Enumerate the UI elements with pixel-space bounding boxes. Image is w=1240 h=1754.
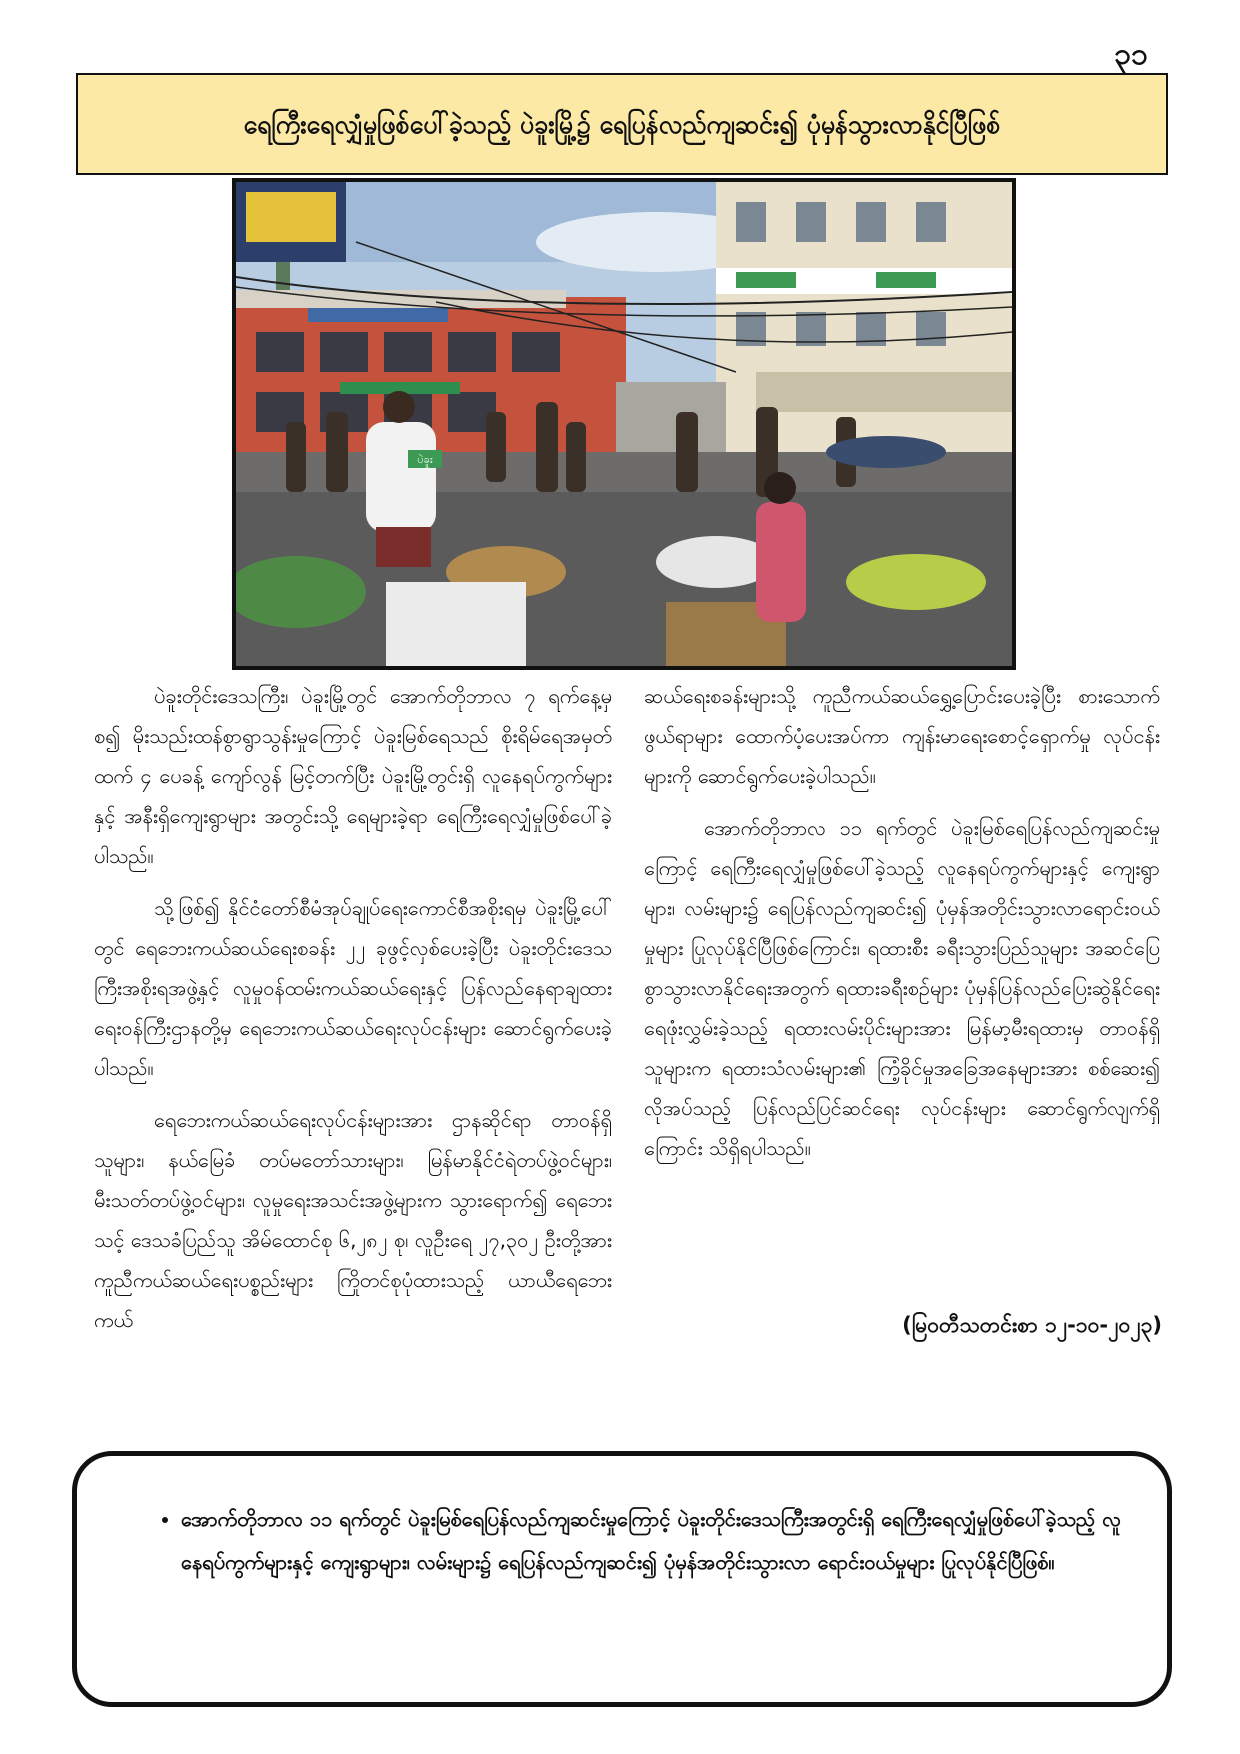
summary-list (77, 1456, 1167, 1584)
page-number: ၃၁ (1114, 37, 1148, 72)
right-column (644, 676, 1160, 1180)
summary-bullet: • အောက်တိုဘာလ ၁၁ ရက်တွင် ပဲခူးမြစ်ရေပြန်လည်ကျဆင်းမှုကြောင့် ပဲခူးတိုင်းဒေသကြီးအတွင်းရှိ ရေကြီးရေလျှံမှုဖြစ်ပေါ်ခဲ့သည့် လူနေရပ်ကွက်များနှင့် ကျေးရွာများ၊ လမ်းများ၌ ရေပြန်လည်ကျဆင်း၍ ပုံမှန်အတိုင်းသွားလာ ရောင်းဝယ်မှုများ ပြုလုပ်နိုင်ပြီဖြစ်။ (181, 1498, 1121, 1584)
source-citation: (မြဝတီသတင်းစာ ၁၂-၁၀-၂၀၂၃) (902, 1313, 1162, 1337)
paragraph: ပဲခူးတိုင်းဒေသကြီး၊ ပဲခူးမြို့တွင် အောက်တိုဘာလ ၇ ရက်နေ့မှစ၍ မိုးသည်းထန်စွာရွာသွန်းမှုကြောင့် ပဲခူးမြစ်ရေသည် စိုးရိမ်ရေအမှတ်ထက် ၄ ပေခန့် ကျော်လွန် မြင့်တက်ပြီး ပဲခူးမြို့တွင်းရှိ လူနေရပ်ကွက်များနှင့် အနီးရှိကျေးရွာများ အတွင်းသို့ ရေများခဲ့ရာ ရေကြီးရေလျှံမှုဖြစ်ပေါ်ခဲ့ပါသည်။ (94, 684, 612, 868)
title-banner (76, 73, 1168, 175)
street-market-photo (232, 178, 1016, 670)
photo-shirt-text: ပဲခူး (417, 453, 433, 466)
article-title: ရေကြီးရေလျှံမှုဖြစ်ပေါ်ခဲ့သည့် ပဲခူးမြို့၌ ရေပြန်လည်ကျဆင်း၍ ပုံမှန်သွားလာနိုင်ပြီဖြစ် (243, 109, 1001, 139)
left-column (94, 676, 612, 1352)
paragraph: သို့ဖြစ်၍ နိုင်ငံတော်စီမံအုပ်ချုပ်ရေးကောင်စီအစိုးရမှ ပဲခူးမြို့ပေါ်တွင် ရေဘေးကယ်ဆယ်ရေးစခန်း ၂၂ ခုဖွင့်လှစ်ပေးခဲ့ပြီး ပဲခူးတိုင်းဒေသကြီးအစိုးရအဖွဲ့နှင့် လူမှုဝန်ထမ်းကယ်ဆယ်ရေးနှင့် ပြန်လည်နေရာချထားရေးဝန်ကြီးဌာနတို့မှ ရေဘေးကယ်ဆယ်ရေးလုပ်ငန်းများ ဆောင်ရွက်ပေးခဲ့ပါသည်။ (94, 896, 612, 1080)
paragraph: ဆယ်ရေးစခန်းများသို့ ကူညီကယ်ဆယ်ရွှေ့ပြောင်းပေးခဲ့ပြီး စားသောက်ဖွယ်ရာများ ထောက်ပံ့ပေးအပ်ကာ ကျန်းမာရေးစောင့်ရှောက်မှု လုပ်ငန်းများကို ဆောင်ရွက်ပေးခဲ့ပါသည်။ (644, 684, 1160, 788)
photo-illustration (236, 182, 1012, 666)
paragraph: အောက်တိုဘာလ ၁၁ ရက်တွင် ပဲခူးမြစ်ရေပြန်လည်ကျဆင်းမှုကြောင့် ရေကြီးရေလျှံမှုဖြစ်ပေါ်ခဲ့သည့် လူနေရပ်ကွက်များနှင့် ကျေးရွာများ၊ လမ်းများ၌ ရေပြန်လည်ကျဆင်း၍ ပုံမှန်အတိုင်းသွားလာရောင်းဝယ်မှုများ ပြုလုပ်နိုင်ပြီဖြစ်ကြောင်း၊ ရထားစီး ခရီးသွားပြည်သူများ အဆင်ပြေစွာသွားလာနိုင်ရေးအတွက် ရထားခရီးစဉ်များ ပုံမှန်ပြန်လည်ပြေးဆွဲနိုင်ရေး ရေဖုံးလွှမ်းခဲ့သည့် ရထားလမ်းပိုင်းများအား မြန်မာ့မီးရထားမှ တာဝန်ရှိသူများက ရထားသံလမ်းများ၏ ကြံ့ခိုင်မှုအခြေအနေများအား စစ်ဆေး၍ လိုအပ်သည့် ပြန်လည်ပြင်ဆင်ရေး လုပ်ငန်းများ ဆောင်ရွက်လျက်ရှိကြောင်း သိရှိရပါသည်။ (644, 816, 1160, 1160)
paragraph: ရေဘေးကယ်ဆယ်ရေးလုပ်ငန်းများအား ဌာနဆိုင်ရာ တာဝန်ရှိသူများ၊ နယ်မြေခံ တပ်မတော်သားများ၊ မြန်မာနိုင်ငံရဲတပ်ဖွဲ့ဝင်များ၊ မီးသတ်တပ်ဖွဲ့ဝင်များ၊ လူမှုရေးအသင်းအဖွဲ့များက သွားရောက်၍ ရေဘေးသင့် ဒေသခံပြည်သူ အိမ်ထောင်စု ၆,၂၈၂ စု၊ လူဦးရေ ၂၇,၃၀၂ ဦးတို့အား ကူညီကယ်ဆယ်ရေးပစ္စည်းများ ကြိုတင်စုပုံထားသည့် ယာယီရေဘေးကယ် (94, 1108, 612, 1332)
summary-box (72, 1451, 1172, 1707)
